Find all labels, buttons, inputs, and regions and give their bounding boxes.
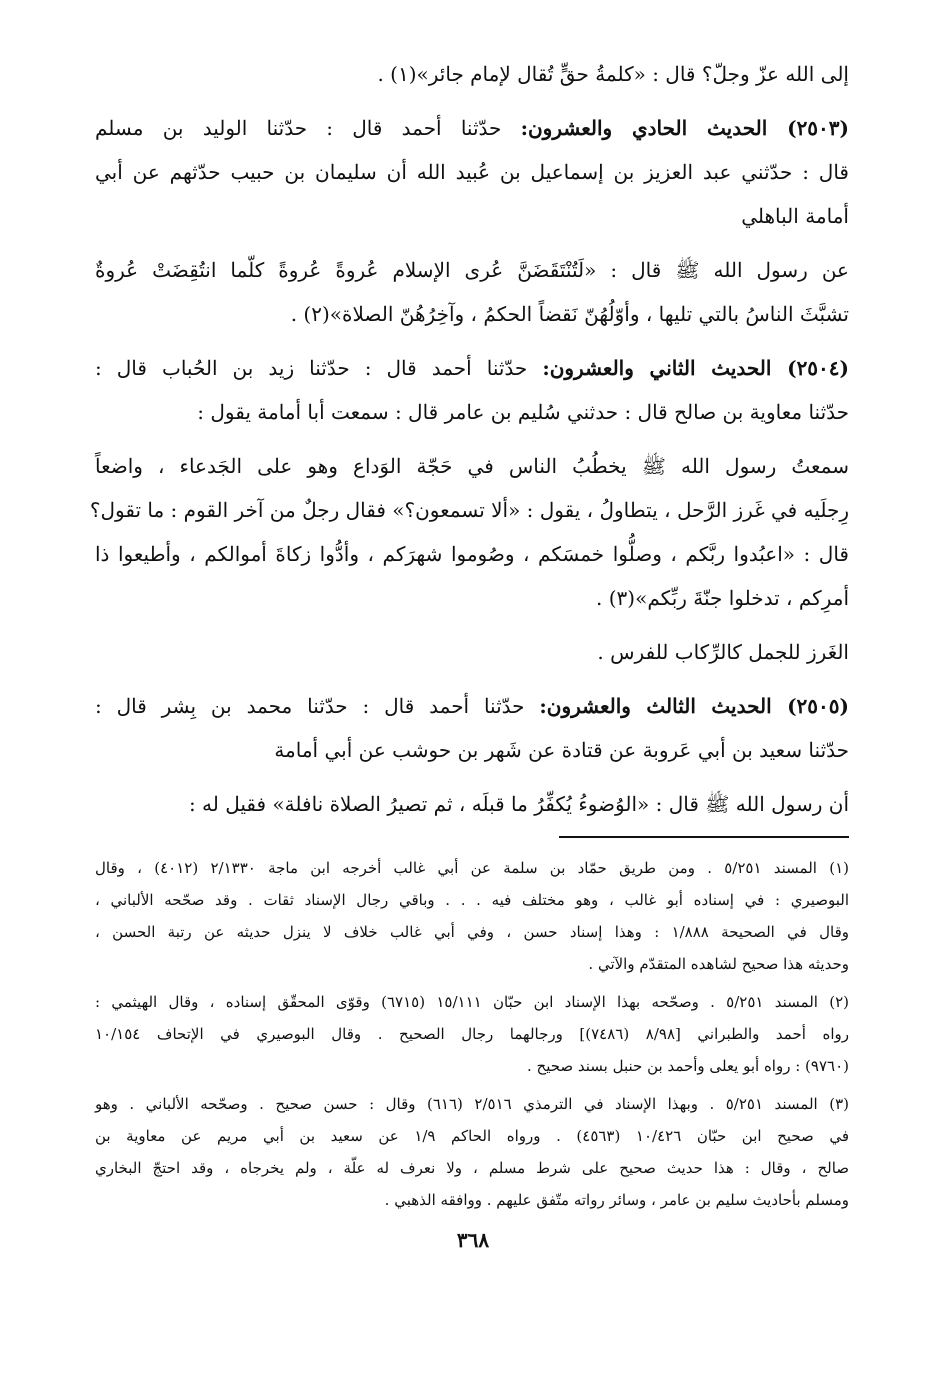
hadith-heading: (٢٥٠٥) الحديث الثالث والعشرون: (539, 694, 849, 718)
text-span: حدّثنا أحمد قال : حدّثنا محمد بن بِشر قال : (95, 694, 540, 718)
footnote-line: ومسلم بأحاديث سليم بن عامر ، وسائر رواته متّفق عليهم . ووافقه الذهبي . (384, 1191, 849, 1209)
gloss-note (95, 630, 849, 674)
text-line: حدّثنا سعيد بن أبي عَروبة عن قتادة عن شَهر بن حوشب عن أبي أمامة (274, 738, 849, 762)
hadith-text (95, 782, 849, 826)
hadith-2504 (95, 346, 849, 434)
footnote-line: في صحيح ابن حبّان ١٠/٤٢٦ (٤٥٦٣) . ورواه الحاكم ١/٩ عن سعيد بن أبي مريم عن معاوية بن (95, 1127, 849, 1145)
text-line: سمعتُ رسول الله ﷺ يخطُبُ الناس في حَجّة الوَداع وهو على الجَدعاء ، واضعاً (95, 454, 849, 478)
hadith-2503 (95, 106, 849, 238)
hadith-text (95, 248, 849, 336)
paragraph (95, 52, 849, 96)
text-line: قال : «اعبُدوا ربَّكم ، وصلُّوا خمسَكم ، وصُوموا شهرَكم ، وأدُّوا زكاةَ أموالكم ، وأطيعوا ذا (95, 542, 849, 566)
text-line: أمرِكم ، تدخلوا جنّةَ ربِّكم»(٣) . (596, 586, 849, 610)
text-line: إلى الله عزّ وجلّ؟ قال : «كلمةُ حقٍّ تُقال لإمام جائر»(١) . (377, 62, 849, 86)
text-line: أمامة الباهلي (741, 204, 849, 228)
footnote-line: وحديثه هذا صحيح لشاهده المتقدّم والآتي . (588, 955, 849, 973)
footnote-line: البوصيري : في إسناده أبو غالب ، وهو مختلف فيه . . . وباقي رجال الإسناد ثقات . وقد صحّحه الألباني ، (95, 891, 849, 909)
text-line: قال : حدّثني عبد العزيز بن إسماعيل بن عُبيد الله أن سليمان بن حبيب حدّثهم عن أبي (95, 160, 849, 184)
hadith-2505 (95, 684, 849, 772)
text-line: حدّثنا معاوية بن صالح قال : حدثني سُليم بن عامر قال : سمعت أبا أمامة يقول : (197, 400, 849, 424)
footnote-2 (95, 986, 849, 1082)
text-line: الغَرز للجمل كالرِّكاب للفرس . (597, 640, 849, 664)
footnote-3 (95, 1088, 849, 1216)
text-line (95, 346, 849, 390)
footnote-separator (559, 836, 849, 838)
page-number: ٣٦٨ (456, 1228, 490, 1252)
hadith-text (89, 444, 849, 620)
footnote-line: (٢) المسند ٥/٢٥١ . وصحّحه بهذا الإسناد ابن حبّان ١٥/١١١ (٦٧١٥) وقوّى المحقّق إسناده ، وقال الهيثمي : (95, 993, 849, 1011)
text-span: حدّثنا أحمد قال : حدّثنا الوليد بن مسلم (95, 116, 521, 140)
text-line: عن رسول الله ﷺ قال : «لَتُنْتَقَضَنَّ عُرى الإسلام عُروةً عُروةً كلّما انتُقِضَتْ عُروةٌ (95, 258, 849, 282)
text-span: حدّثنا أحمد قال : حدّثنا زيد بن الحُباب قال : (95, 356, 543, 380)
text-line (95, 684, 849, 728)
footnote-line: وقال في الصحيحة ١/٨٨٨ : وهذا إسناد حسن ، وفي أبي غالب خلاف لا ينزل حديثه عن رتبة الحسن ، (95, 923, 849, 941)
footnote-line: (٩٧٦٠) : رواه أبو يعلى وأحمد بن حنبل بسند صحيح . (526, 1057, 849, 1075)
footnote-line: رواه أحمد والطبراني [٨/٩٨ (٧٤٨٦)] ورجالهما رجال الصحيح . وقال البوصيري في الإتحاف ١٠/١٥٤ (95, 1025, 849, 1043)
footnote-line: (١) المسند ٥/٢٥١ . ومن طريق حمّاد بن سلمة عن أبي غالب أخرجه ابن ماجة ٢/١٣٣٠ (٤٠١٢) ، وقال (95, 859, 849, 877)
footnote-line: (٣) المسند ٥/٢٥١ . وبهذا الإسناد في الترمذي ٢/٥١٦ (٦١٦) وقال : حسن صحيح . وصحّحه الألباني . وهو (95, 1095, 849, 1113)
text-line: أن رسول الله ﷺ قال : «الوُضوءُ يُكفِّرُ ما قبلَه ، ثم تصيرُ الصلاة نافلة» فقيل له : (188, 792, 849, 816)
text-line: رِجلَيه في غَرز الرَّحل ، يتطاولُ ، يقول : «ألا تسمعون؟» فقال رجلٌ من آخر القوم : ما تقول؟ (89, 498, 849, 522)
hadith-heading: (٢٥٠٤) الحديث الثاني والعشرون: (542, 356, 849, 380)
footnote-line: صالح ، وقال : هذا حديث صحيح على شرط مسلم ، ولا نعرف له علّة ، ولم يخرجاه ، وقد احتجّ البخاري (95, 1159, 849, 1177)
text-line (95, 106, 849, 150)
page-content (89, 52, 849, 1379)
hadith-heading: (٢٥٠٣) الحديث الحادي والعشرون: (520, 116, 849, 140)
text-line: تشبَّثَ الناسُ بالتي تليها ، وأوّلُهُنّ نَقضاً الحكمُ ، وآخِرُهُنّ الصلاة»(٢) . (290, 302, 849, 326)
footnote-1 (95, 852, 849, 980)
